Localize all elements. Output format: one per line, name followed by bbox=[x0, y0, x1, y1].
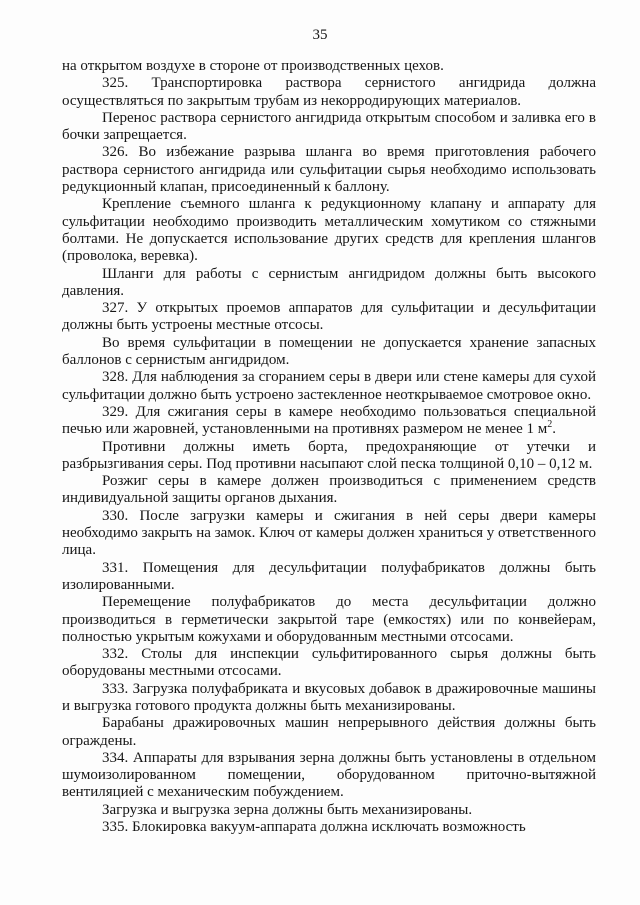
paragraph-332: 332. Столы для инспекции сульфитированного сырья должны быть оборудованы местными отсосами. bbox=[62, 646, 596, 680]
paragraph-329-end: . bbox=[552, 421, 557, 438]
paragraph-334: 334. Аппараты для взрывания зерна должны быть установлены в отдельном шумоизолированном помещении, оборудованном приточно-вытяжной вентиляцией с механическим побуждением. bbox=[62, 749, 596, 801]
paragraph-333: 333. Загрузка полуфабриката и вкусовых добавок в дражировочные машины и выгрузка готового продукта должны быть механизированы. bbox=[62, 680, 596, 714]
superscript: 2 bbox=[547, 419, 553, 431]
paragraph: Крепление съемного шланга к редукционному клапану и аппарату для сульфитации необходимо производить металлическим хомутиком со стяжными болтами. Не допускается использование других средств для крепления шлангов (проволока, веревка). bbox=[62, 196, 596, 265]
page-number: 35 bbox=[312, 27, 328, 43]
paragraph-331: 331. Помещения для десульфитации полуфабрикатов должны быть изолированными. bbox=[62, 559, 596, 593]
paragraph-326: 326. Во избежание разрыва шланга во время приготовления рабочего раствора сернистого ангидрида или сульфитации сырья необходимо использовать редукционный клапан, присоединенный к баллону. bbox=[62, 144, 596, 196]
paragraph-329-text: 329. Для сжигания серы в камере необходимо пользоваться специальной печью или жаровней, установленными на противнях размером не менее 1 м bbox=[62, 403, 596, 438]
paragraph-325: 325. Транспортировка раствора сернистого ангидрида должна осуществляться по закрытым трубам из некорродирующих материалов. bbox=[62, 75, 596, 109]
paragraph: Противни должны иметь борта, предохраняющие от утечки и разбрызгивания серы. Под противни насыпают слой песка толщиной 0,10 – 0,12 м. bbox=[62, 438, 596, 472]
paragraph-329 bbox=[62, 404, 596, 439]
paragraph: Загрузка и выгрузка зерна должны быть механизированы. bbox=[102, 801, 473, 818]
paragraph: Розжиг серы в камере должен производиться с применением средств индивидуальной защиты органов дыхания. bbox=[62, 473, 596, 507]
paragraph: на открытом воздухе в стороне от производственных цехов. bbox=[62, 58, 444, 74]
paragraph: Барабаны дражировочных машин непрерывного действия должны быть ограждены. bbox=[62, 715, 596, 749]
paragraph-330: 330. После загрузки камеры и сжигания в ней серы двери камеры необходимо закрыть на замок. Ключ от камеры должен храниться у ответственного лица. bbox=[62, 507, 596, 559]
paragraph: Перенос раствора сернистого ангидрида открытым способом и заливка его в бочки запрещается. bbox=[62, 109, 596, 144]
paragraph: Шланги для работы с сернистым ангидридом должны быть высокого давления. bbox=[62, 265, 596, 299]
paragraph-328: 328. Для наблюдения за сгоранием серы в двери или стене камеры для сухой сульфитации должно быть устроено застекленное неоткрываемое смотровое окно. bbox=[62, 369, 596, 403]
paragraph: Во время сульфитации в помещении не допускается хранение запасных баллонов с сернистым ангидридом. bbox=[62, 334, 596, 369]
paragraph-327: 327. У открытых проемов аппаратов для сульфитации и десульфитации должны быть устроены местные отсосы. bbox=[62, 300, 596, 334]
paragraph: Перемещение полуфабрикатов до места десульфитации должно производиться в герметически закрытой таре (емкостях) или по конвейерам, полностью укрытым кожухами и оборудованным местными отсосами. bbox=[62, 594, 596, 645]
document-body bbox=[62, 58, 596, 836]
paragraph-335: 335. Блокировка вакуум-аппарата должна исключать возможность bbox=[102, 819, 526, 836]
